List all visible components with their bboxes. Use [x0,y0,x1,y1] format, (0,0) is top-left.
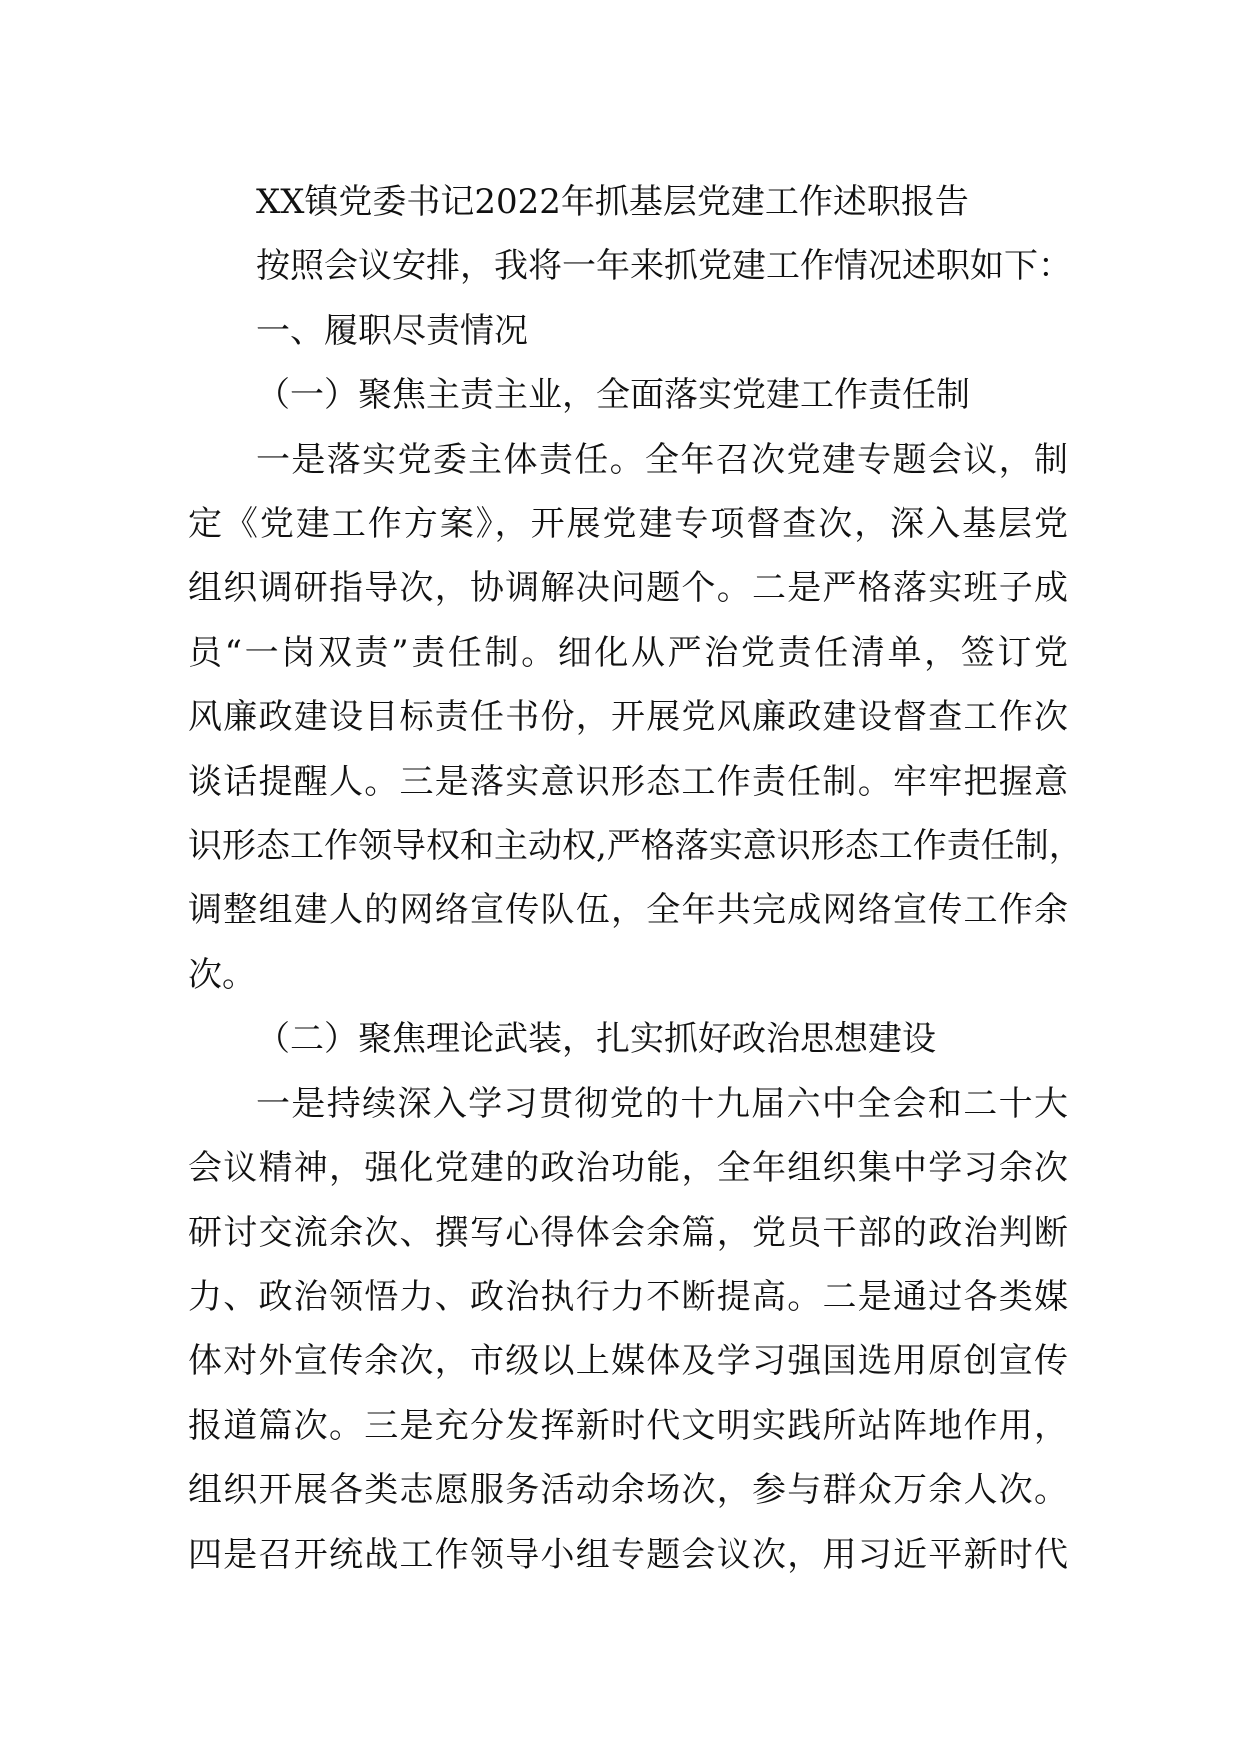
paragraph-line: 定《党建工作方案》，开展党建专项督查次，深入基层党 [188,504,1068,545]
paragraph-2 [188,1072,1068,1587]
paragraph-line: 力、政治领悟力、政治执行力不断提高。二是通过各类媒 [188,1276,1068,1317]
paragraph-line: 谈话提醒人。三是落实意识形态工作责任制。牢牢把握意 [188,761,1068,802]
paragraph-line: 调整组建人的网络宣传队伍，全年共完成网络宣传工作余 [188,890,1068,931]
paragraph-line: 一是落实党委主体责任。全年召次党建专题会议，制 [256,439,1068,480]
paragraph-line: 识形态工作领导权和主动权,严格落实意识形态工作责任制， [188,826,1083,867]
document-title: XX镇党委书记2022年抓基层党建工作述职报告 [256,182,969,222]
intro-paragraph: 按照会议安排，我将一年来抓党建工作情况述职如下： [256,246,1072,287]
paragraph-line: 体对外宣传余次，市级以上媒体及学习强国选用原创宣传 [188,1341,1068,1382]
paragraph-line: 四是召开统战工作领导小组专题会议次，用习近平新时代 [188,1534,1068,1575]
paragraph-1 [188,428,1083,1008]
subsection-heading-1: （一）聚焦主责主业，全面落实党建工作责任制 [256,375,970,416]
subsection-heading-2: （二）聚焦理论武装，扎实抓好政治思想建设 [256,1019,936,1060]
section-heading-1: 一、履职尽责情况 [256,310,528,351]
paragraph-line: 一是持续深入学习贯彻党的十九届六中全会和二十大 [256,1083,1068,1124]
paragraph-line: 员“一岗双责”责任制。细化从严治党责任清单，签订党 [188,632,1068,673]
paragraph-line: 风廉政建设目标责任书份，开展党风廉政建设督查工作次 [188,697,1068,738]
document-body [188,170,1083,1587]
paragraph-line: 会议精神，强化党建的政治功能，全年组织集中学习余次 [188,1148,1068,1189]
paragraph-line: 次。 [188,954,256,995]
paragraph-line: 组织调研指导次，协调解决问题个。二是严格落实班子成 [188,568,1068,609]
paragraph-line: 组织开展各类志愿服务活动余场次，参与群众万余人次。 [188,1470,1068,1511]
paragraph-line: 报道篇次。三是充分发挥新时代文明实践所站阵地作用， [188,1405,1068,1446]
paragraph-line: 研讨交流余次、撰写心得体会余篇，党员干部的政治判断 [188,1212,1068,1253]
